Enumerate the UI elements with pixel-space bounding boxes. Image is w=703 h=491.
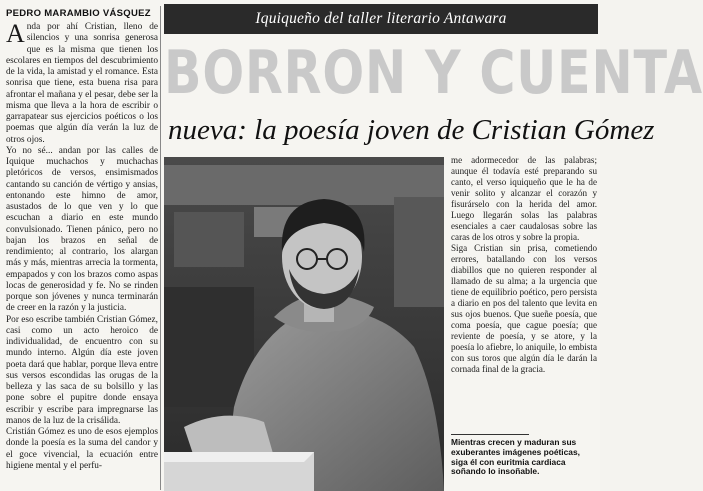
subheadline: nueva: la poesía joven de Cristian Gómez (168, 114, 655, 146)
photo-caption: Mientras crecen y maduran sus exuberantes imágenes poéticas, siga él con euritmia cardiaca soñando lo insoñable. (451, 437, 580, 477)
drop-cap: A (6, 19, 25, 48)
caption-rule (451, 434, 529, 435)
paragraph-1-text: nda por ahí Cristian, lleno de silencios y una sonrisa generosa que es la misma que tienen los escolares en tiempos del descubrimiento de la vida, la amistad y el romance. Esta sonrisa que tiene, esta buena risa para afrontar el mañana y el pesar, debe ser la misma que lleva a la hora de escribir o garrapatear sus ejercicios poéticos o los poemas que algún día verán la luz de otros ojos. (6, 22, 158, 145)
paragraph-6: Siga Cristian sin prisa, cometiendo errores, batallando con los versos diabillos que no quieren responder al llamado de su alma; a la urgencia que tiene de equilibrio poético, pero persista a diario en pos del talento que levita en sus ojos buenos. Que sueñe poesía, que coma poesía, que cague poesía; que reviente de poesía, y se atore, y la poesía lo afiebre, lo aniquile, lo embista con sus toros que algún día le darán la cornada final de la gracia. (451, 243, 597, 374)
byline: PEDRO MARAMBIO VÁSQUEZ (6, 8, 151, 19)
headline: BORRON Y CUENTA (164, 38, 703, 108)
portrait-photo (164, 157, 444, 491)
paragraph-4: Cristián Gómez es uno de esos ejemplos donde la poesía es la suma del candor y el goce vivencial, la ecuación entre higiene mental y el perfu- (6, 427, 158, 471)
paragraph-5: me adormecedor de las palabras; aunque él todavía esté preparando su canto, el verso iquiqueño que le ha de venir solito y alcanzar el corazón y fisurárselo con la herida del amor. Luego llegarán solas las palabras esenciales a caer caudalosas sobre las caras de los otros y sobre la propia. (451, 155, 597, 242)
paragraph-3: Por eso escribe también Cristian Gómez, casi como un acto heroico de individualidad, de encuentro con su mundo interno. Algún día este joven poeta dará que hablar, porque lleva entre sus versos escondidas las orugas de la belleza y las saca de su bolsillo y las pone sobre el pupitre donde ensaya escribir y escribe para impregnarse las manos de la luz de la crisálida. (6, 314, 158, 426)
article-left-column (6, 19, 158, 491)
column-divider (160, 6, 161, 490)
article-right-column (451, 155, 597, 450)
photo-illustration (164, 157, 444, 491)
paragraph-2: Yo no sé... andan por las calles de Iquique muchachos y muchachas pletóricos de versos, ensimismados cantando su canción de vértigo y ansias, entonando este himno de amor, asustados de lo que ven y lo que escuchan a diario en este mundo convulsionado. Tienen pánico, pero no bajan los brazos en señal de rendimiento; al contrario, los alargan más y más, mientras arrecia la tormenta, empapados y con los brazos como aspas locas de generosidad y fe. No se rinden porque son jóvenes y nunca terminarán de creer en la razón y la justicia. (6, 145, 158, 314)
paragraph-1 (6, 19, 158, 146)
kicker: Iquiqueño del taller literario Antawara (255, 10, 507, 27)
